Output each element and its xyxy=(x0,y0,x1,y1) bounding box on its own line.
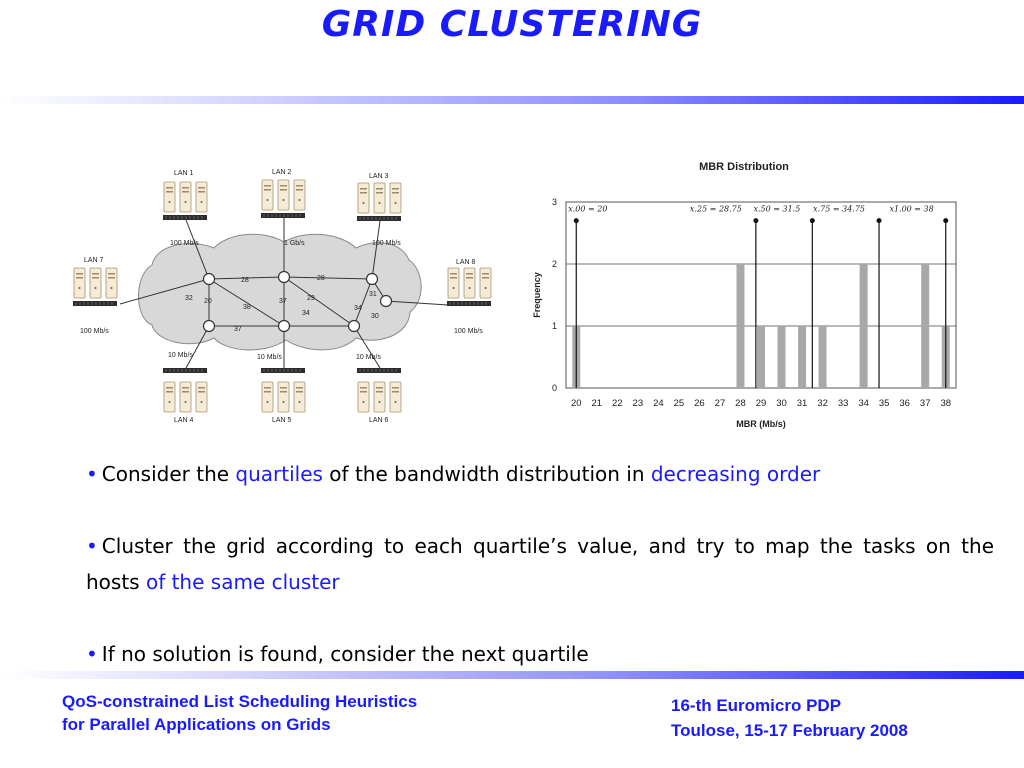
x-tick-label: 20 xyxy=(570,398,582,409)
link-label: 30 xyxy=(371,313,379,320)
network-cloud xyxy=(139,234,422,350)
x-tick-label: 35 xyxy=(878,398,890,409)
link-label: 38 xyxy=(243,304,251,311)
quantile-marker xyxy=(877,218,882,223)
highlight-text: quartiles xyxy=(235,462,323,486)
lan-label: LAN 7 xyxy=(84,257,104,264)
bar xyxy=(798,326,806,388)
link-label: 28 xyxy=(317,275,325,282)
lan-label: LAN 6 xyxy=(369,417,389,424)
y-tick-label: 2 xyxy=(551,259,557,269)
highlight-text: of the same cluster xyxy=(145,570,340,594)
x-tick-label: 26 xyxy=(694,398,705,409)
bandwidth-label: 1 Gb/s xyxy=(284,240,305,247)
link-label: 29 xyxy=(307,295,315,302)
bar xyxy=(757,326,765,388)
x-tick-label: 22 xyxy=(612,398,623,409)
bandwidth-label: 10 Mb/s xyxy=(257,354,282,361)
bullet-item-2 xyxy=(86,528,994,600)
quantile-label: x.75 = 34.75 xyxy=(813,204,866,214)
network-diagram xyxy=(64,160,504,430)
x-tick-label: 32 xyxy=(817,398,828,409)
x-tick-label: 29 xyxy=(755,398,767,409)
x-tick-label: 33 xyxy=(837,398,849,409)
router-node xyxy=(279,272,290,283)
footer-paper-title xyxy=(62,690,417,736)
bullet-item-1 xyxy=(86,456,994,492)
y-tick-label: 3 xyxy=(551,197,557,207)
lan-8 xyxy=(447,268,491,306)
router-node xyxy=(204,321,215,332)
x-tick-label: 28 xyxy=(735,398,746,409)
bullet-text: Consider the xyxy=(101,462,236,486)
x-tick-label: 24 xyxy=(653,398,664,409)
quantile-label: x.25 = 28.75 xyxy=(689,204,742,214)
bandwidth-label: 100 Mb/s xyxy=(372,240,401,247)
lan-label: LAN 3 xyxy=(369,173,389,180)
x-tick-label: 37 xyxy=(919,398,931,409)
slide-title: GRID CLUSTERING xyxy=(321,4,703,45)
top-divider-bar xyxy=(0,96,1024,104)
quantile-marker xyxy=(810,218,815,223)
x-tick-label: 25 xyxy=(673,398,685,409)
router-node xyxy=(279,321,290,332)
footer-line: Toulose, 15-17 February 2008 xyxy=(671,721,908,740)
quantile-label: x.00 = 20 xyxy=(568,204,608,214)
footer-line: 16-th Euromicro PDP xyxy=(671,696,842,715)
bar xyxy=(778,326,786,388)
lan-3 xyxy=(357,183,401,221)
bullet-dot-icon: • xyxy=(86,642,98,666)
bandwidth-label: 100 Mb/s xyxy=(80,328,109,335)
x-tick-label: 38 xyxy=(940,398,952,409)
link-label: 37 xyxy=(279,298,287,305)
quantile-marker xyxy=(574,218,579,223)
lan-2 xyxy=(261,180,305,218)
quantile-marker xyxy=(753,218,758,223)
x-tick-label: 27 xyxy=(714,398,726,409)
bandwidth-label: 100 Mb/s xyxy=(454,328,483,335)
x-tick-label: 31 xyxy=(796,398,808,409)
lan-6 xyxy=(357,368,401,412)
bullet-text: If no solution is found, consider the next quartile xyxy=(101,642,589,666)
quantile-marker xyxy=(943,218,948,223)
footer-line: QoS-constrained List Scheduling Heuristics xyxy=(62,692,418,711)
lan-label: LAN 8 xyxy=(456,259,476,266)
router-node xyxy=(349,321,360,332)
lan-label: LAN 2 xyxy=(272,169,292,176)
link-label: 32 xyxy=(185,295,193,302)
quantile-label: x.50 = 31.5 xyxy=(753,204,801,214)
y-tick-label: 1 xyxy=(551,321,557,331)
router-node xyxy=(367,274,378,285)
highlight-text: decreasing order xyxy=(650,462,821,486)
chart-title: MBR Distribution xyxy=(699,161,789,173)
x-tick-label: 30 xyxy=(776,398,787,409)
bullet-list xyxy=(86,456,994,672)
link-label: 28 xyxy=(241,277,249,284)
quantile-label: x1.00 = 38 xyxy=(889,204,934,214)
footer-line: for Parallel Applications on Grids xyxy=(62,715,331,734)
y-tick-label: 0 xyxy=(551,383,557,393)
lan-4 xyxy=(163,368,207,412)
x-axis-label: MBR (Mb/s) xyxy=(736,419,786,429)
link-label: 31 xyxy=(369,291,377,298)
x-tick-label: 36 xyxy=(899,398,910,409)
mbr-distribution-chart xyxy=(524,155,964,435)
x-tick-label: 23 xyxy=(632,398,644,409)
router-node xyxy=(381,296,392,307)
lan-7 xyxy=(73,268,117,306)
link-label: 37 xyxy=(234,326,242,333)
lan-label: LAN 1 xyxy=(174,170,194,177)
bandwidth-label: 10 Mb/s xyxy=(168,352,193,359)
footer-conference xyxy=(671,693,908,743)
link-label: 20 xyxy=(204,298,212,305)
bullet-text: of the bandwidth distribution in xyxy=(322,462,651,486)
bandwidth-label: 10 Mb/s xyxy=(356,354,381,361)
x-tick-label: 21 xyxy=(591,398,603,409)
link-label: 34 xyxy=(302,310,310,317)
x-tick-label: 34 xyxy=(858,398,869,409)
y-axis-label: Frequency xyxy=(532,272,542,318)
lan-5 xyxy=(261,368,305,412)
bottom-divider-bar xyxy=(0,671,1024,679)
lan-1 xyxy=(163,182,207,220)
link-label: 34 xyxy=(354,305,362,312)
bar xyxy=(921,264,929,388)
bullet-dot-icon: • xyxy=(86,462,98,486)
lan-label: LAN 5 xyxy=(272,417,292,424)
lan-label: LAN 4 xyxy=(174,417,194,424)
bar xyxy=(860,264,868,388)
router-node xyxy=(204,274,215,285)
bullet-text: Cluster the grid according to each quartile’s value, and try to map the tasks on the hosts xyxy=(86,534,994,594)
bar xyxy=(819,326,827,388)
bullet-item-3 xyxy=(86,636,994,672)
bandwidth-label: 100 Mb/s xyxy=(170,240,199,247)
bullet-dot-icon: • xyxy=(86,534,98,558)
bar xyxy=(736,264,744,388)
